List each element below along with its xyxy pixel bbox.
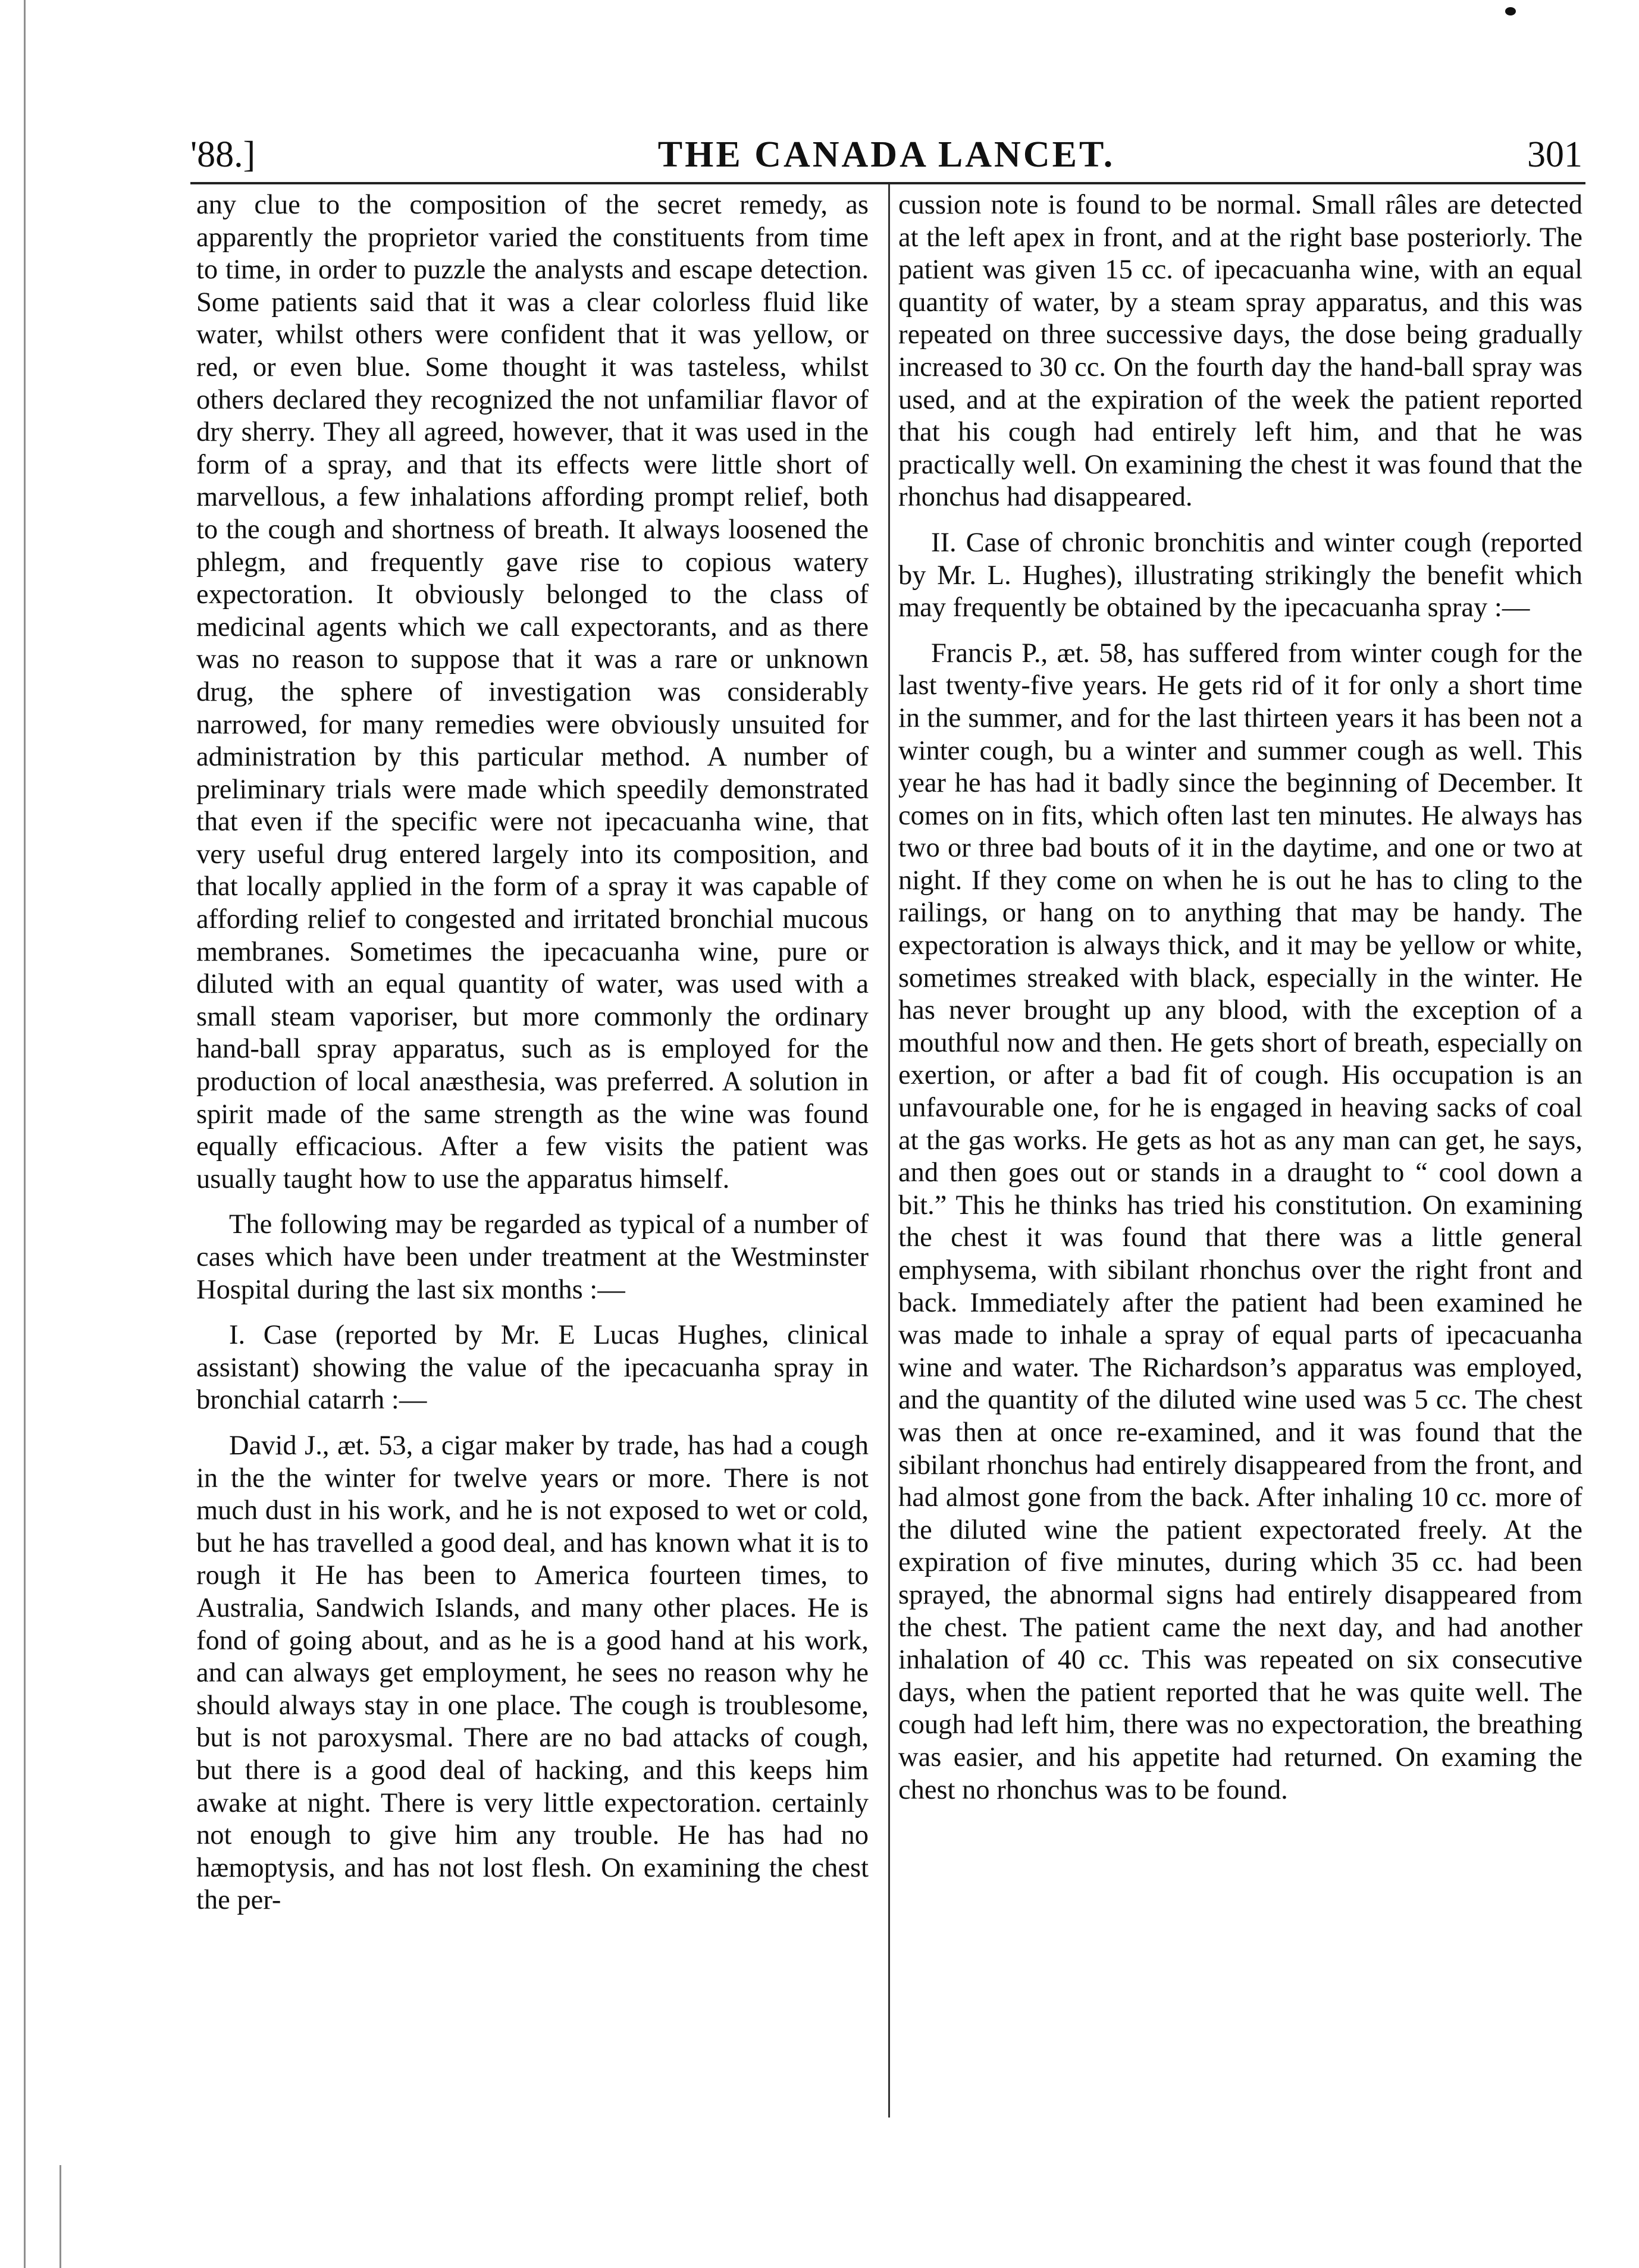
paragraph: II. Case of chronic bronchitis and winter cough (reported by Mr. L. Hughes), illustrating strikingly the benefit which may frequently be obtained by the ipecacuanha spray :—	[898, 527, 1582, 623]
binding-edge-mark	[59, 2165, 61, 2268]
column-divider	[888, 184, 890, 2118]
left-column	[196, 189, 869, 1917]
journal-title: THE CANADA LANCET.	[657, 134, 1115, 175]
binding-edge-shadow	[24, 0, 34, 2268]
paragraph: I. Case (reported by Mr. E Lucas Hughes, clinical assistant) showing the value of the ipecacuanha spray in bronchial catarrh :—	[196, 1320, 869, 1416]
page-number: 301	[1527, 134, 1582, 175]
paragraph: David J., æt. 53, a cigar maker by trade, has had a cough in the the winter for twelve years or more. There is not much dust in his work, and he is not exposed to wet or cold, but he has travelled a good deal, and has known what it is to rough it He has been to America fourteen times, to Australia, Sandwich Islands, and many other places. He is fond of going about, and as he is a good hand at his work, and can always get employment, he sees no reason why he should always stay in one place. The cough is troublesome, but is not paroxysmal. There are no bad attacks of cough, but there is a good deal of hacking, and this keeps him awake at night. There is very little expectoration. certainly not enough to give him any trouble. He has had no hæmoptysis, and has not lost flesh. On examining the chest the per-	[196, 1430, 869, 1916]
paragraph: Francis P., æt. 58, has suffered from winter cough for the last twenty-five years. He gets rid of it for only a short time in the summer, and for the last thirteen years it has been not a winter cough, bu a winter and summer cough as well. This year he has had it badly since the beginning of December. It comes on in fits, which often last ten minutes. He always has two or three bad bouts of it in the daytime, and one or two at night. If they come on when he is out he has to cling to the railings, or hang on to anything that may be handy. The expectoration is always thick, and it may be yellow or white, sometimes streaked with black, especially in the winter. He has never brought up any blood, with the exception of a mouthful now and then. He gets short of breath, especially on exertion, or after a bad fit of cough. His occupation is an unfavourable one, for he is engaged in heaving sacks of coal at the gas works. He gets as hot as any man can get, he says, and then goes out or stands in a draught to “ cool down a bit.” This he thinks has tried his constitution. On examining the chest it was found that there was a little general emphysema, with sibilant rhonchus over the right front and back. Immediately after the patient had been examined he was made to inhale a spray of equal parts of ipecacuanha wine and water. The Richardson’s apparatus was employed, and the quantity of the diluted wine used was 5 cc. The chest was then at once re-examined, and it was found that the sibilant rhonchus had entirely disappeared from the front, and had almost gone from the back. After inhaling 10 cc. more of the diluted wine the patient expectorated freely. At the expiration of five minutes, during which 35 cc. had been sprayed, the abnormal signs had entirely disappeared from the chest. The patient came the next day, and had another inhalation of 40 cc. This was repeated on six consecutive days, when the patient reported that he was quite well. The cough had left him, there was no expectoration, the breathing was easier, and his appetite had returned. On examing the chest no rhonchus was to be found.	[898, 638, 1582, 1805]
header-year: '88.]	[190, 134, 256, 175]
right-column	[898, 189, 1582, 1806]
paragraph: The following may be regarded as typical of a number of cases which have been under treatment at the Westminster Hospital during the last six months :—	[196, 1209, 869, 1305]
paragraph: any clue to the composition of the secret remedy, as apparently the proprietor varied the constituents from time to time, in order to puzzle the analysts and escape detection. Some patients said that it was a clear colorless fluid like water, whilst others were confident that it was yellow, or red, or even blue. Some thought it was tasteless, whilst others declared they recognized the not unfamiliar flavor of dry sherry. They all agreed, however, that it was used in the form of a spray, and that its effects were little short of marvellous, a few inhalations affording prompt relief, both to the cough and shortness of breath. It always loosened the phlegm, and frequently gave rise to copious watery expectoration. It obviously belonged to the class of medicinal agents which we call expectorants, and as there was no reason to suppose that it was a rare or unknown drug, the sphere of investigation was considerably narrowed, for many remedies were obviously unsuited for administration by this particular method. A number of preliminary trials were made which speedily demonstrated that even if the specific were not ipecacuanha wine, that very useful drug entered largely into its composition, and that locally applied in the form of a spray it was capable of affording relief to congested and irritated bronchial mucous membranes. Sometimes the ipecacuanha wine, pure or diluted with an equal quantity of water, was used with a small steam vaporiser, but more commonly the ordinary hand-ball spray apparatus, such as is employed for the production of local anæsthesia, was preferred. A solution in spirit made of the same strength as the wine was found equally efficacious. After a few visits the patient was usually taught how to use the apparatus himself.	[196, 190, 869, 1194]
running-header	[190, 128, 1582, 181]
paragraph: cussion note is found to be normal. Small râles are detected at the left apex in front, and at the right base posteriorly. The patient was given 15 cc. of ipecacuanha wine, with an equal quantity of water, by a steam spray apparatus, and this was repeated on three successive days, the dose being gradually increased to 30 cc. On the fourth day the hand-ball spray was used, and at the expiration of the week the patient reported that his cough had entirely left him, and that he was practically well. On examining the chest it was found that the rhonchus had disappeared.	[898, 190, 1582, 513]
ink-speck	[1505, 7, 1516, 15]
